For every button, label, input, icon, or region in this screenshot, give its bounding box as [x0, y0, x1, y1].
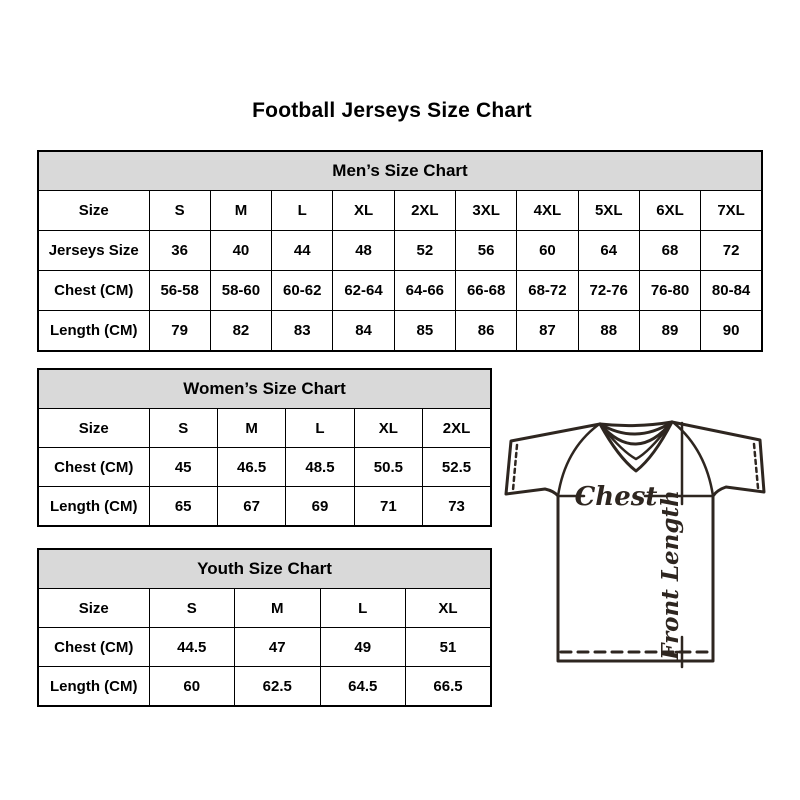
value-cell: 88	[578, 311, 639, 352]
value-cell: 71	[354, 487, 422, 527]
value-cell: 65	[149, 487, 217, 527]
mens-table-title: Men’s Size Chart	[38, 151, 762, 191]
size-header-cell: L	[286, 409, 354, 448]
size-header-cell: 3XL	[455, 191, 516, 231]
value-cell: 44	[272, 231, 333, 271]
youth-table-title: Youth Size Chart	[38, 549, 491, 589]
value-cell: 62-64	[333, 271, 394, 311]
right-cuff-stitch-line	[754, 444, 758, 488]
value-cell: 86	[455, 311, 516, 352]
value-cell: 51	[406, 628, 492, 667]
right-sleeve-seam	[674, 423, 713, 496]
value-cell: 56-58	[149, 271, 210, 311]
value-cell: 50.5	[354, 448, 422, 487]
value-cell: 66.5	[406, 667, 492, 707]
value-cell: 56	[455, 231, 516, 271]
jersey-illustration	[503, 412, 771, 670]
value-cell: 62.5	[235, 667, 321, 707]
value-cell: 46.5	[217, 448, 285, 487]
size-header-cell: 7XL	[701, 191, 762, 231]
value-cell: 58-60	[210, 271, 271, 311]
size-header-cell: 2XL	[394, 191, 455, 231]
value-cell: 72-76	[578, 271, 639, 311]
left-cuff-stitch-line	[513, 445, 517, 490]
size-header-cell: XL	[354, 409, 422, 448]
size-header-cell: 5XL	[578, 191, 639, 231]
value-cell: 68-72	[517, 271, 578, 311]
size-row-label-cell: Size	[38, 409, 149, 448]
value-cell: 68	[639, 231, 700, 271]
value-cell: 83	[272, 311, 333, 352]
size-header-cell: M	[235, 589, 321, 628]
row-label-cell: Length (CM)	[38, 311, 149, 352]
value-cell: 36	[149, 231, 210, 271]
value-cell: 45	[149, 448, 217, 487]
value-cell: 64	[578, 231, 639, 271]
youth-size-chart-table	[37, 548, 492, 707]
value-cell: 66-68	[455, 271, 516, 311]
value-cell: 87	[517, 311, 578, 352]
size-header-cell: M	[217, 409, 285, 448]
value-cell: 48.5	[286, 448, 354, 487]
value-cell: 60	[517, 231, 578, 271]
value-cell: 79	[149, 311, 210, 352]
value-cell: 85	[394, 311, 455, 352]
value-cell: 76-80	[639, 271, 700, 311]
size-header-cell: L	[320, 589, 406, 628]
value-cell: 44.5	[149, 628, 235, 667]
row-label-cell: Chest (CM)	[38, 448, 149, 487]
womens-table-title: Women’s Size Chart	[38, 369, 491, 409]
size-header-cell: S	[149, 191, 210, 231]
page-title: Football Jerseys Size Chart	[252, 99, 532, 122]
value-cell: 52.5	[423, 448, 491, 487]
value-cell: 40	[210, 231, 271, 271]
value-cell: 48	[333, 231, 394, 271]
row-label-cell: Jerseys Size	[38, 231, 149, 271]
jersey-measurement-diagram	[503, 412, 771, 670]
size-header-cell: 2XL	[423, 409, 491, 448]
value-cell: 64.5	[320, 667, 406, 707]
size-header-cell: S	[149, 589, 235, 628]
value-cell: 49	[320, 628, 406, 667]
value-cell: 72	[701, 231, 762, 271]
value-cell: 67	[217, 487, 285, 527]
mens-size-chart-table	[37, 150, 763, 352]
value-cell: 84	[333, 311, 394, 352]
value-cell: 47	[235, 628, 321, 667]
value-cell: 52	[394, 231, 455, 271]
value-cell: 60	[149, 667, 235, 707]
size-header-cell: 6XL	[639, 191, 700, 231]
womens-size-chart-table	[37, 368, 492, 527]
value-cell: 90	[701, 311, 762, 352]
size-row-label-cell: Size	[38, 589, 149, 628]
value-cell: 69	[286, 487, 354, 527]
size-header-cell: M	[210, 191, 271, 231]
value-cell: 82	[210, 311, 271, 352]
value-cell: 64-66	[394, 271, 455, 311]
front-length-label: Front Length	[657, 490, 684, 660]
value-cell: 80-84	[701, 271, 762, 311]
size-row-label-cell: Size	[38, 191, 149, 231]
row-label-cell: Chest (CM)	[38, 628, 149, 667]
value-cell: 60-62	[272, 271, 333, 311]
chest-label: Chest	[574, 482, 658, 512]
value-cell: 73	[423, 487, 491, 527]
size-header-cell: XL	[406, 589, 492, 628]
size-header-cell: XL	[333, 191, 394, 231]
row-label-cell: Length (CM)	[38, 487, 149, 527]
value-cell: 89	[639, 311, 700, 352]
size-header-cell: S	[149, 409, 217, 448]
size-header-cell: L	[272, 191, 333, 231]
row-label-cell: Length (CM)	[38, 667, 149, 707]
size-header-cell: 4XL	[517, 191, 578, 231]
row-label-cell: Chest (CM)	[38, 271, 149, 311]
